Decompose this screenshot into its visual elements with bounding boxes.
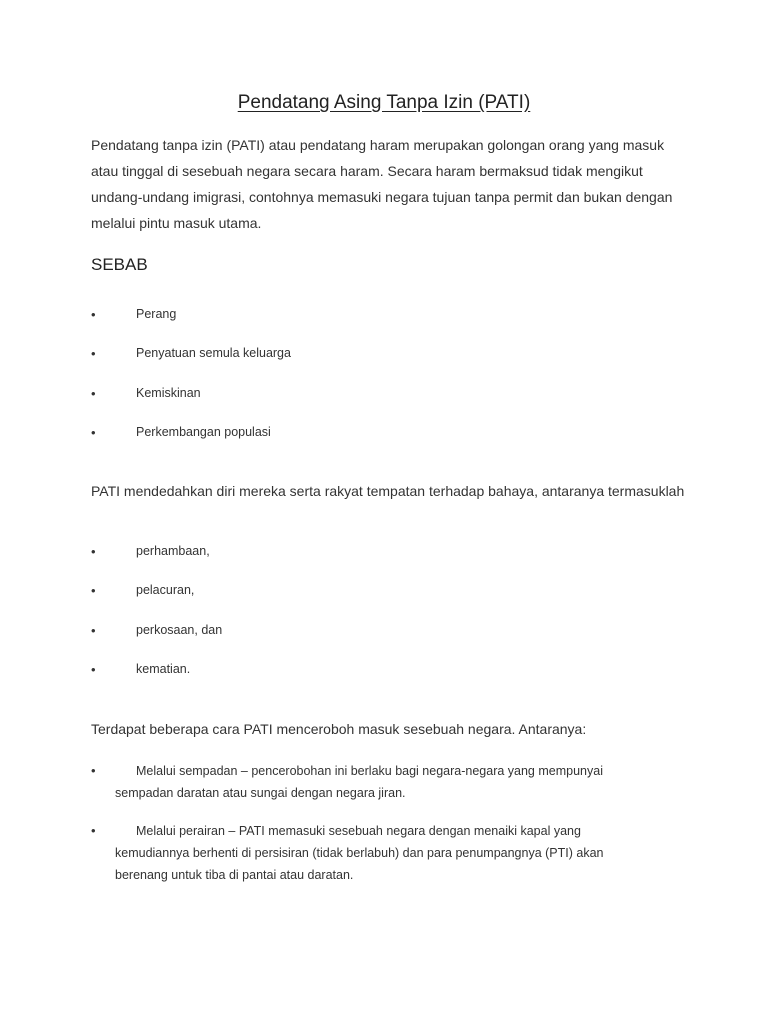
list-item-text: Melalui sempadan – pencerobohan ini berlaku bagi negara-negara yang mempunyai sempadan daratan atau sungai dengan negara jiran. (115, 764, 603, 800)
bullet-icon: • (91, 823, 96, 838)
document-title (0, 92, 768, 114)
list-item-text: Kemiskinan (136, 385, 201, 400)
bullet-icon: • (91, 307, 96, 322)
list-item-text: Melalui perairan – PATI memasuki sesebuah negara dengan menaiki kapal yang kemudiannya berhenti di persisiran (tidak berlabuh) dan para penumpangnya (PTI) akan berenang untuk tiba di pantai atau daratan. (115, 824, 604, 882)
list-item (91, 760, 651, 804)
list-item-text: Penyatuan semula keluarga (136, 346, 291, 361)
bullet-icon: • (91, 424, 96, 440)
list-item-text: kematian. (136, 661, 191, 676)
bullet-icon: • (91, 385, 96, 401)
bullet-icon: • (91, 346, 96, 362)
intro-paragraph: Pendatang tanpa izin (PATI) atau pendatang haram merupakan golongan orang yang masuk atau tinggal di sesebuah negara secara haram. Secara haram bermaksud tidak mengikut undang-undang imigrasi, contohnya memasuki negara tujuan tanpa permit dan bukan dengan melalui pintu masuk utama. (91, 137, 673, 231)
document-title-text: Pendatang Asing Tanpa Izin (PATI) (237, 92, 531, 113)
list-item (91, 820, 651, 886)
bahaya-paragraph: PATI mendedahkan diri mereka serta rakyat tempatan terhadap bahaya, antaranya termasuklah (91, 483, 685, 499)
sebab-heading: SEBAB (91, 255, 148, 274)
bullet-icon: • (91, 622, 96, 638)
list-item-text: Perang (136, 307, 177, 321)
cara-paragraph: Terdapat beberapa cara PATI menceroboh masuk sesebuah negara. Antaranya: (91, 721, 587, 737)
bullet-icon: • (91, 544, 96, 559)
bullet-icon: • (91, 661, 96, 677)
bullet-icon: • (91, 583, 96, 599)
bullet-icon: • (91, 763, 96, 778)
cara-list (91, 760, 651, 902)
list-item-text: perhambaan, (136, 544, 210, 558)
list-item-text: perkosaan, dan (136, 622, 223, 637)
list-item-text: Perkembangan populasi (136, 424, 271, 439)
list-item-text: pelacuran, (136, 583, 195, 598)
